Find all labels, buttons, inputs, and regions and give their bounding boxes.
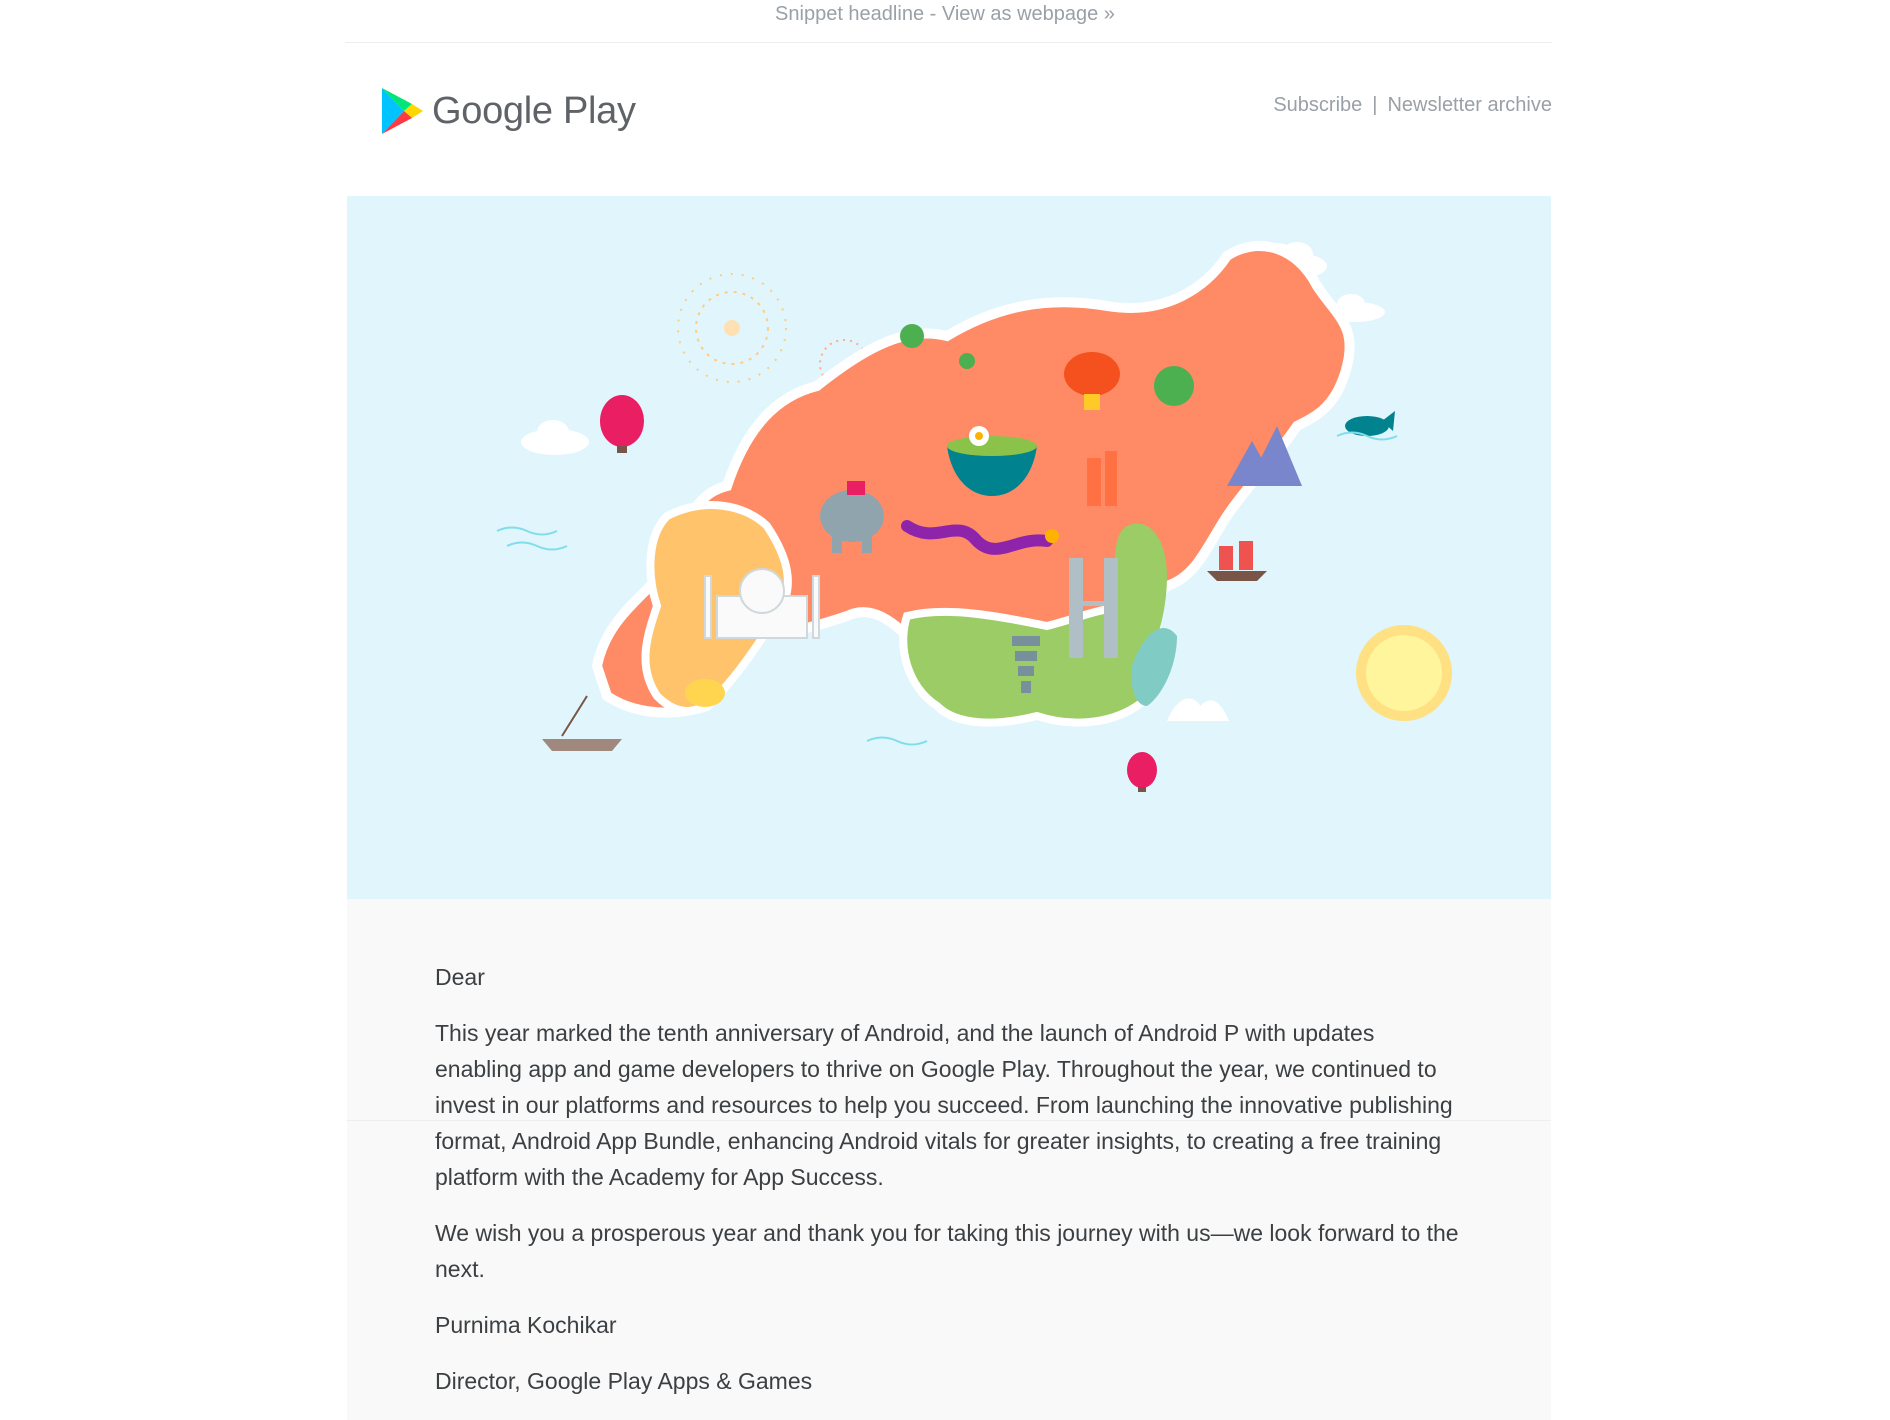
letter-greeting: Dear: [435, 964, 485, 990]
letter-paragraph: This year marked the tenth anniversary of Android, and the launch of Android P with updates enabling app and game developers to thrive on Google Play. Throughout the year, we continued to invest in our platforms and resources to help you succeed. From launching the innovative publishing format, Android App Bundle, enhancing Android vitals for greater insights, to creating a free training platform with the Academy for App Success.: [435, 1020, 1453, 1190]
letter-body: [435, 959, 1465, 1419]
header-links: [1273, 94, 1552, 117]
view-as-webpage-link[interactable]: View as webpage »: [941, 3, 1115, 25]
snippet-headline: Snippet headline: [775, 3, 925, 25]
brand-wordmark: Google Play: [432, 89, 636, 132]
boat-icon: [542, 696, 622, 751]
signature-name: Purnima Kochikar: [435, 1312, 617, 1338]
play-triangle-icon: [380, 86, 424, 136]
hero-illustration: [347, 196, 1551, 899]
email-header: [345, 43, 1552, 196]
newsletter-archive-link[interactable]: Newsletter archive: [1387, 94, 1552, 116]
signature-title: Director, Google Play Apps & Games: [435, 1368, 813, 1394]
sun-icon: [1356, 625, 1452, 721]
link-separator: |: [1372, 94, 1378, 116]
opera-house-icon: [1167, 698, 1229, 721]
junk-ship-icon: [1207, 541, 1267, 581]
snippet-bar: [0, 0, 1890, 42]
letter-paragraph: We wish you a prosperous year and thank you for taking this journey with us—we look forward to the next.: [435, 1220, 1459, 1282]
letter-section: [347, 899, 1551, 1420]
google-play-logo[interactable]: [380, 83, 636, 139]
snippet-separator: -: [924, 3, 942, 25]
subscribe-link[interactable]: Subscribe: [1273, 94, 1363, 116]
map-of-asia-illustration: [347, 196, 1551, 899]
